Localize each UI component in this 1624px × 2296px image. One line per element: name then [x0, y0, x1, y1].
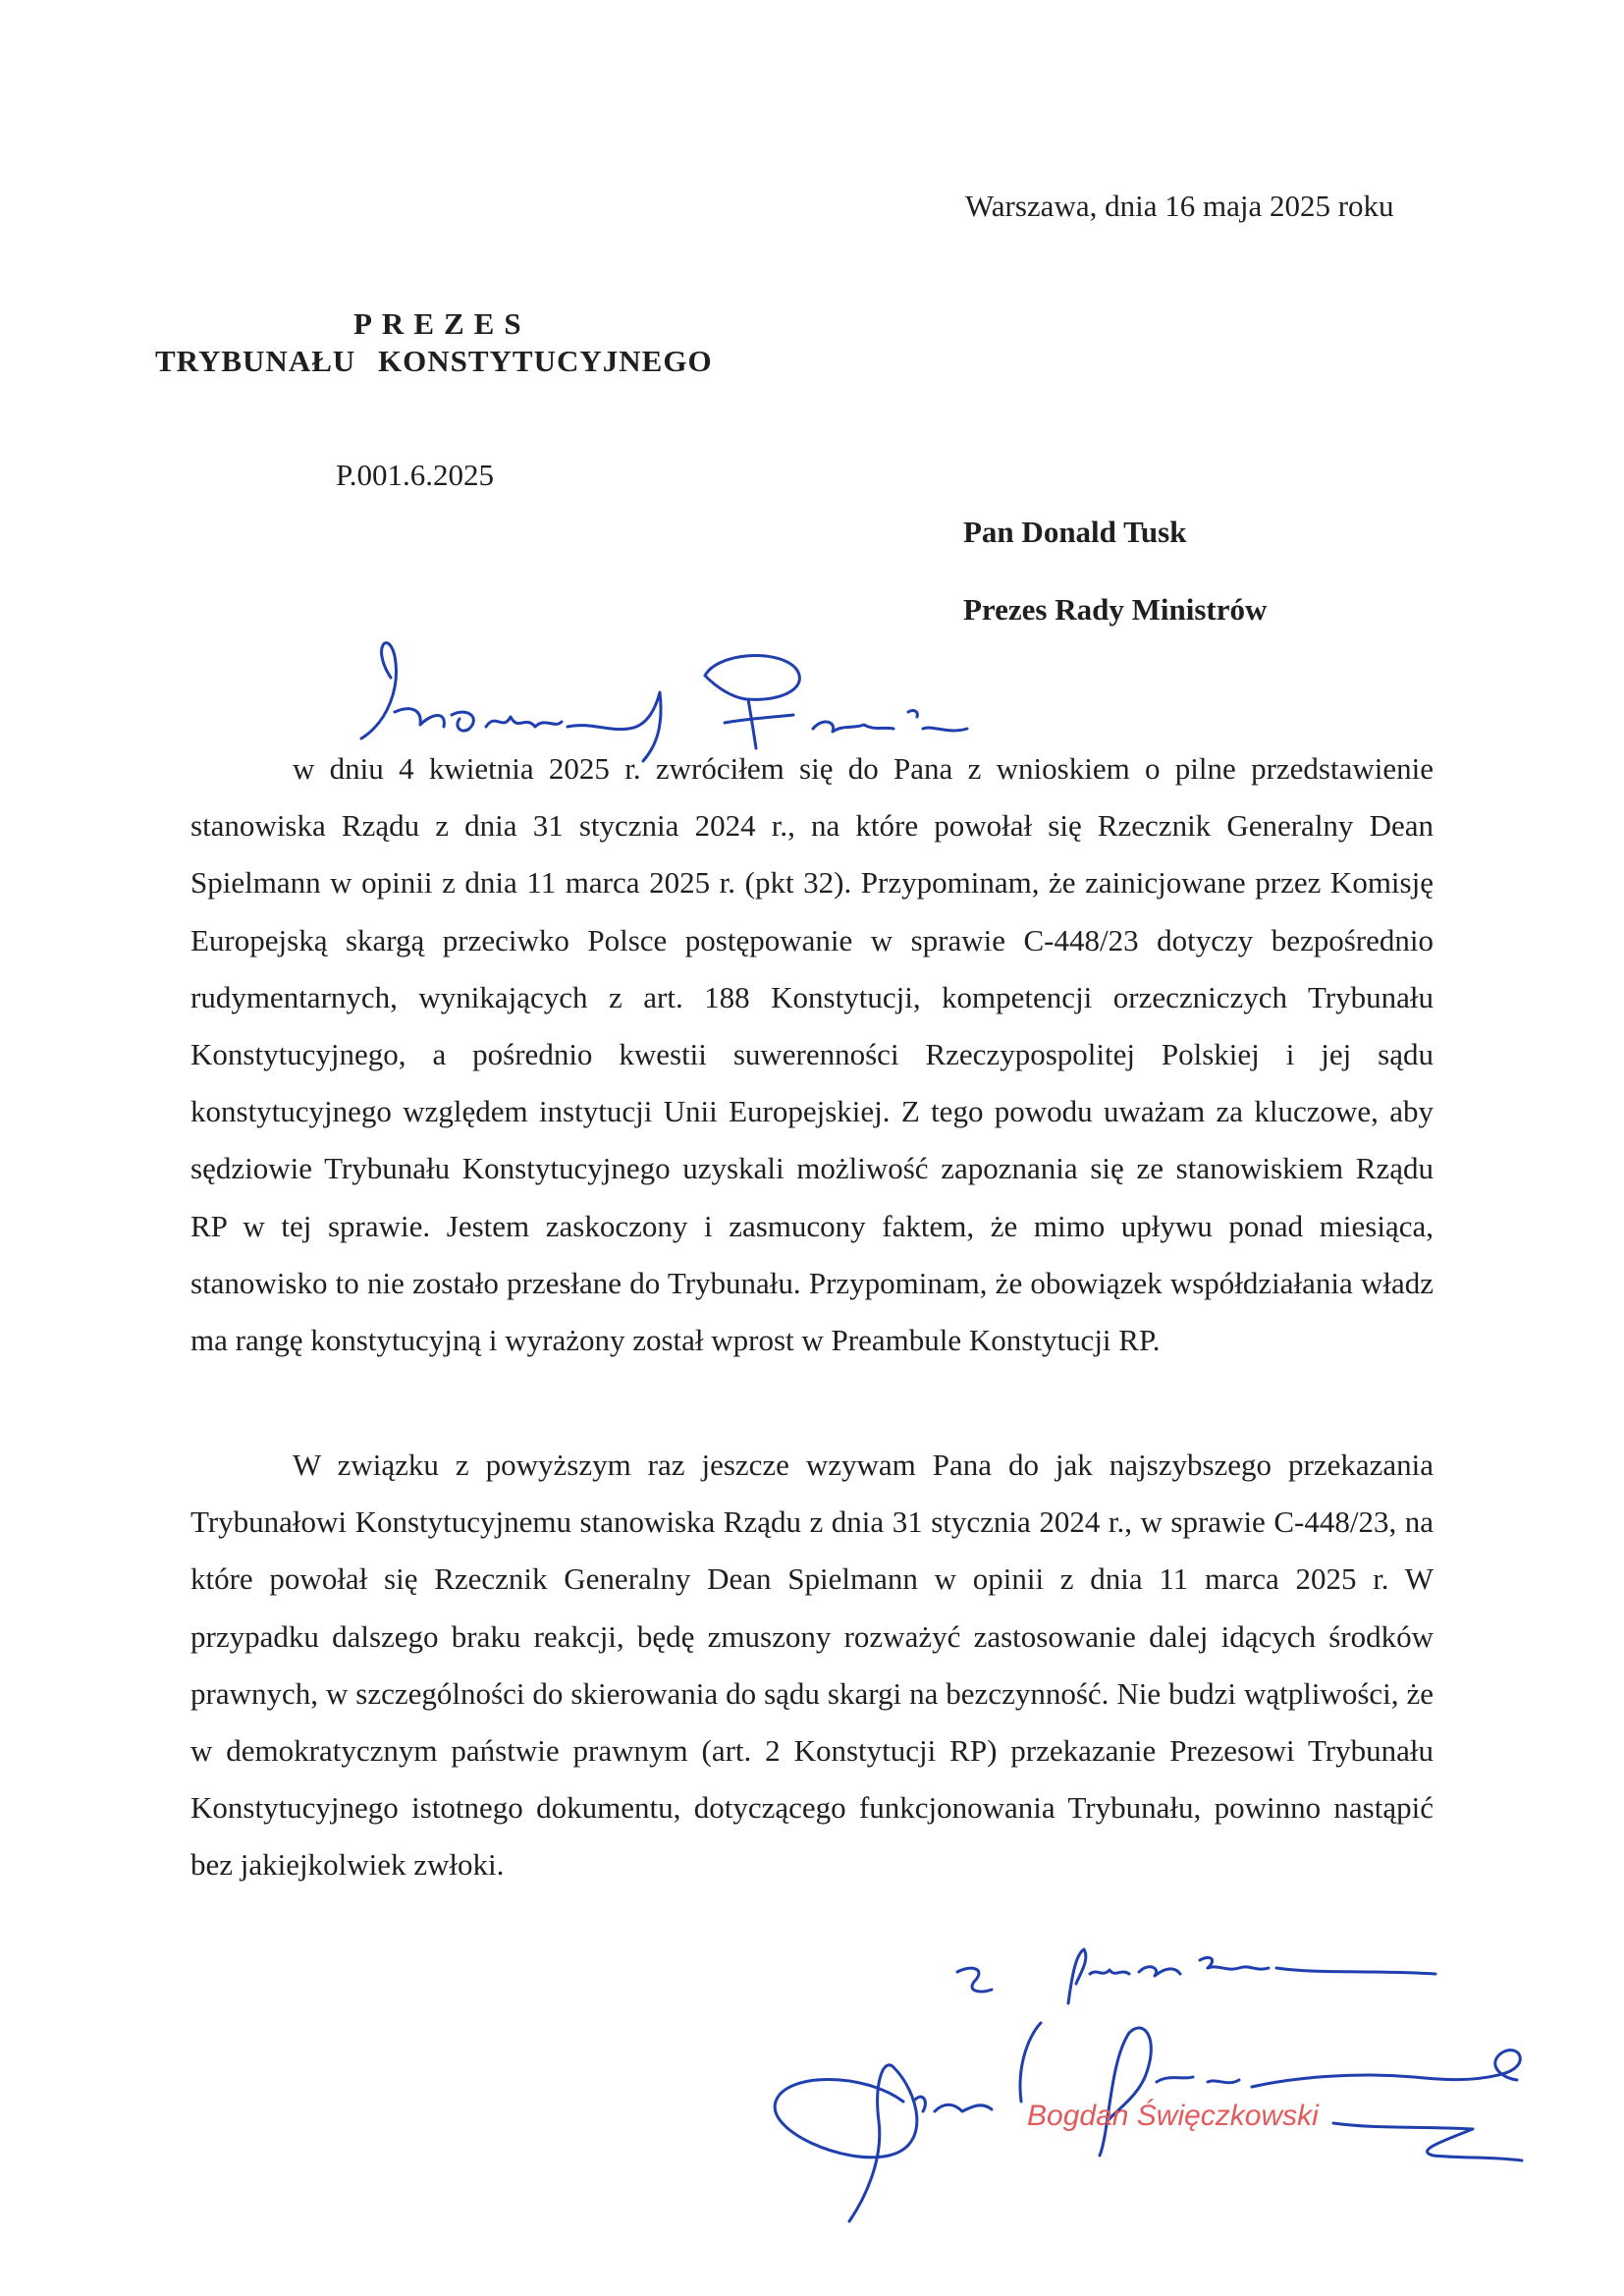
sender-title-line2: TRYBUNAŁU KONSTYTUCYJNEGO: [155, 344, 713, 378]
recipient-title: Prezes Rady Ministrów: [963, 592, 1268, 627]
place-date: Warszawa, dnia 16 maja 2025 roku: [965, 189, 1394, 223]
reference-number: P.001.6.2025: [336, 458, 495, 492]
signature-stamp: Bogdan Święczkowski: [1027, 2100, 1319, 2132]
body-paragraph-2: W związku z powyższym raz jeszcze wzywam Pana do jak najszybszego przekazania Trybunałowi Konstytucyjnemu stanowiska Rządu z dnia 31 stycznia 2024 r., w sprawie C-448/23, na które powołał się Rzecznik Generalny Dean Spielmann w opinii z dnia 11 marca 2025 r. W przypadku dalszego braku reakcji, będę zmuszony rozważyć zastosowanie dalej idących środków prawnych, w szczególności do skierowania do sądu skargi na bezczynność. Nie budzi wątpliwości, że w demokratycznym państwie prawnym (art. 2 Konstytucji RP) przekazanie Prezesowi Trybunału Konstytucyjnego istotnego dokumentu, dotyczącego funkcjonowania Trybunału, powinno nastąpić bez jakiejkolwiek zwłoki.: [190, 1448, 1434, 1883]
recipient-name: Pan Donald Tusk: [963, 515, 1187, 549]
salutation-handwriting-panie: [705, 656, 967, 748]
sender-title-line1: PREZES: [353, 306, 531, 341]
body-paragraph-1: w dniu 4 kwietnia 2025 r. zwróciłem się do Pana z wnioskiem o pilne przedstawienie stanowiska Rządu z dnia 31 stycznia 2024 r., na które powołał się Rzecznik Generalny Dean Spielmann w opinii z dnia 11 marca 2025 r. (pkt 32). Przypominam, że zainicjowane przez Komisję Europejską skargą przeciwko Polsce postępowanie w sprawie C-448/23 dotyczy bezpośrednio rudymentarnych, wynikających z art. 188 Konstytucji, kompetencji orzeczniczych Trybunału Konstytucyjnego, a pośrednio kwestii suwerenności Rzeczypospolitej Polskiej i jej sądu konstytucyjnego względem instytucji Unii Europejskiej. Z tego powodu uważam za kluczowe, aby sędziowie Trybunału Konstytucyjnego uzyskali możliwość zapoznania się ze stanowiskiem Rządu RP w tej sprawie. Jestem zaskoczony i zasmucony faktem, że mimo upływu ponad miesiąca, stanowisko to nie zostało przesłane do Trybunału. Przypominam, że obowiązek współdziałania władz ma rangę konstytucyjną i wyrażony został wprost w Preambule Konstytucji RP.: [190, 751, 1434, 1358]
closing-handwriting: [957, 1949, 1435, 2003]
